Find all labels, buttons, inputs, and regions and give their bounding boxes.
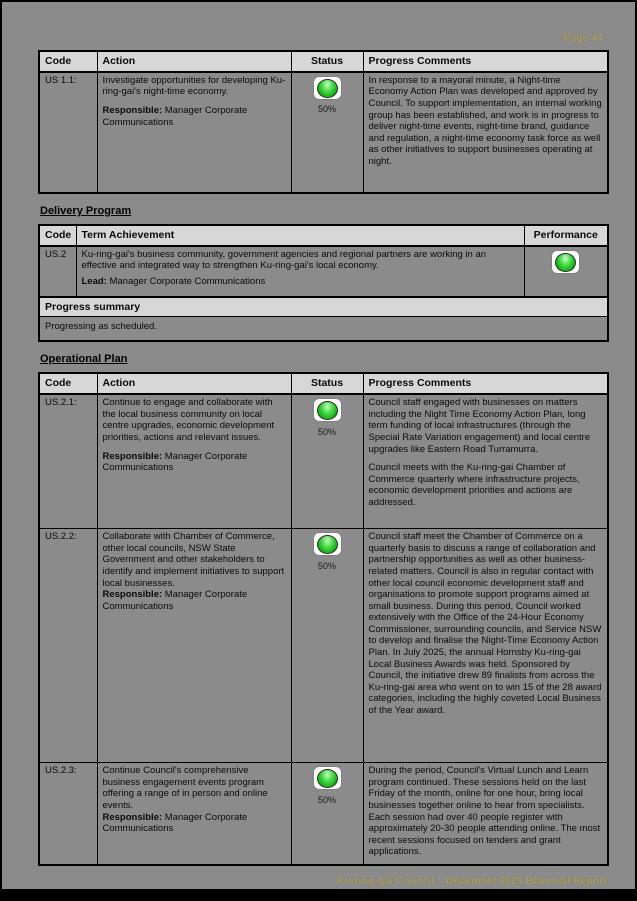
status-indicator <box>314 767 341 789</box>
responsible-line <box>103 451 286 474</box>
progress-summary-row <box>39 317 608 342</box>
page-content <box>38 50 607 887</box>
page-number: Page 44 <box>563 32 603 44</box>
col-header-term-achievement: Term Achievement <box>76 225 524 246</box>
action-text: Continue to engage and collaborate with the local business community on local centre upgrades, economic development priorities, actions and relevant issues. <box>102 397 275 443</box>
green-ball-icon <box>317 535 338 554</box>
col-header-code: Code <box>39 51 97 72</box>
table-row <box>39 246 608 297</box>
code-cell: US 1.1: <box>39 72 97 193</box>
lead-value: Manager Corporate Communications <box>109 275 266 287</box>
responsible-value: Manager Corporate Communications <box>102 450 248 474</box>
delivery-program-heading: Delivery Program <box>40 204 132 217</box>
status-cell <box>291 763 363 866</box>
lead-label: Lead: <box>81 275 107 287</box>
status-cell <box>291 529 363 763</box>
table-row <box>39 72 608 193</box>
code-cell: US.2.2: <box>39 529 97 763</box>
col-header-progress-comments: Progress Comments <box>363 51 608 72</box>
operational-plan-heading: Operational Plan <box>40 353 128 366</box>
progress-text: Council staff engaged with businesses on matters including the Night Time Economy Action Plan, long term funding of local infrastructures (through the Special Rate Variation engagement) and local centre upgrades like Eastern Road Turramurra. <box>368 397 591 455</box>
status-indicator <box>314 399 341 421</box>
table-row <box>39 394 608 529</box>
action-status-table <box>38 50 609 194</box>
progress-comments-cell <box>363 72 608 193</box>
performance-cell <box>524 246 608 297</box>
progress-comments-cell <box>363 394 608 529</box>
progress-comments-cell <box>363 763 608 866</box>
action-text: Investigate opportunities for developing Ku-ring-gai's night-time economy. <box>102 74 286 98</box>
progress-summary-text: Progressing as scheduled. <box>39 317 608 342</box>
responsible-label: Responsible: <box>102 450 163 462</box>
action-cell <box>97 72 291 193</box>
progress-text: During the period, Council's Virtual Lunch and Learn program continued. These sessions held on the last Friday of the month, online for one hour, bring local businesses together online to hear from specialists. Each session had over 40 people register with approximately 20-30 people attending online. The most recent sessions focused on tenders and grant applications. <box>368 765 601 858</box>
col-header-action: Action <box>97 373 291 394</box>
responsible-value: Manager Corporate Communications <box>102 104 248 128</box>
green-ball-icon <box>317 401 338 420</box>
table-row <box>39 529 608 763</box>
col-header-action: Action <box>97 51 291 72</box>
term-achievement-cell <box>76 246 524 297</box>
status-percentage: 50% <box>317 794 336 805</box>
status-cell <box>291 72 363 193</box>
progress-summary-label: Progress summary <box>39 297 608 317</box>
status-indicator <box>314 533 341 555</box>
progress-comments-cell <box>363 529 608 763</box>
table-header-row <box>39 373 608 394</box>
lead-line <box>82 276 519 288</box>
progress-text: Council staff meet the Chamber of Commerce on a quarterly basis to discuss a range of collaboration and partnership opportunities as well as other business-related matters. Council is also in regular contact with other local council economic development staff and organisations to promote support programs aimed at small business. During this period, Council worked extensively with the Office of the 24-Hour Economy Commissioner, surrounding councils, and Service NSW to develop and finalise the Night-Time Economy Action Plan. In July 2025, the annual Hornsby Ku-ring-gai Local Business Awards was held. Sponsored by Council, the initiative drew 89 finalists from across the Ku-ring-gai area who went on to win 15 of the 28 award categories, including the highly coveted Local Business of the Year award. <box>368 531 602 716</box>
status-percentage: 50% <box>317 104 336 115</box>
table-header-row <box>39 225 608 246</box>
code-cell: US.2 <box>39 246 76 297</box>
code-cell: US.2.1: <box>39 394 97 529</box>
responsible-line <box>103 589 286 612</box>
responsible-label: Responsible: <box>102 104 163 116</box>
table-row <box>39 763 608 866</box>
status-indicator <box>314 77 341 99</box>
document-page <box>2 2 635 889</box>
responsible-line <box>103 105 286 128</box>
status-percentage: 50% <box>317 560 336 571</box>
action-cell <box>97 529 291 763</box>
status-cell <box>291 394 363 529</box>
col-header-status: Status <box>291 373 363 394</box>
col-header-progress-comments: Progress Comments <box>363 373 608 394</box>
col-header-code: Code <box>39 225 76 246</box>
achievement-text: Ku-ring-gai's business community, government agencies and regional partners are working in an effective and integrated way to strengthen Ku-ring-gai's local economy. <box>81 248 487 272</box>
responsible-value: Manager Corporate Communications <box>102 589 248 612</box>
green-ball-icon <box>555 253 576 272</box>
action-cell <box>97 394 291 529</box>
responsible-label: Responsible: <box>102 811 163 823</box>
status-percentage: 50% <box>317 426 336 437</box>
green-ball-icon <box>317 769 338 788</box>
col-header-code: Code <box>39 373 97 394</box>
performance-indicator <box>552 251 579 273</box>
col-header-performance: Performance <box>524 225 608 246</box>
report-footer: Ku-ring-gai Council – December 2025 Biannual Report <box>336 875 607 888</box>
progress-text: Council meets with the Ku-ring-gai Chamber of Commerce quarterly where infrastructure projects, economic development priorities and actions are addressed. <box>368 462 580 508</box>
green-ball-icon <box>317 79 338 98</box>
operational-plan-table <box>38 372 609 866</box>
col-header-status: Status <box>291 51 363 72</box>
action-text: Continue Council's comprehensive business engagement events program offering a range of in person and online events. <box>102 765 268 811</box>
responsible-line <box>103 812 286 835</box>
responsible-label: Responsible: <box>102 589 163 601</box>
progress-text: In response to a mayoral minute, a Night-time Economy Action Plan was developed and approved by Council. To support implementation, an internal working group has been established, and work is in progress to deliver night-time events, night-time brand, guidance and regulation, a night-time economy task force as well as other initiatives to support businesses operating at night. <box>368 74 602 167</box>
responsible-value: Manager Corporate Communications <box>102 811 248 835</box>
action-text: Collaborate with Chamber of Commerce, other local councils, NSW State Government and other stakeholders to identify and implement initiatives to support local businesses. <box>102 531 285 589</box>
table-header-row <box>39 51 608 72</box>
delivery-program-table <box>38 224 609 343</box>
action-cell <box>97 763 291 866</box>
progress-summary-header-row <box>39 297 608 317</box>
code-cell: US.2.3: <box>39 763 97 866</box>
